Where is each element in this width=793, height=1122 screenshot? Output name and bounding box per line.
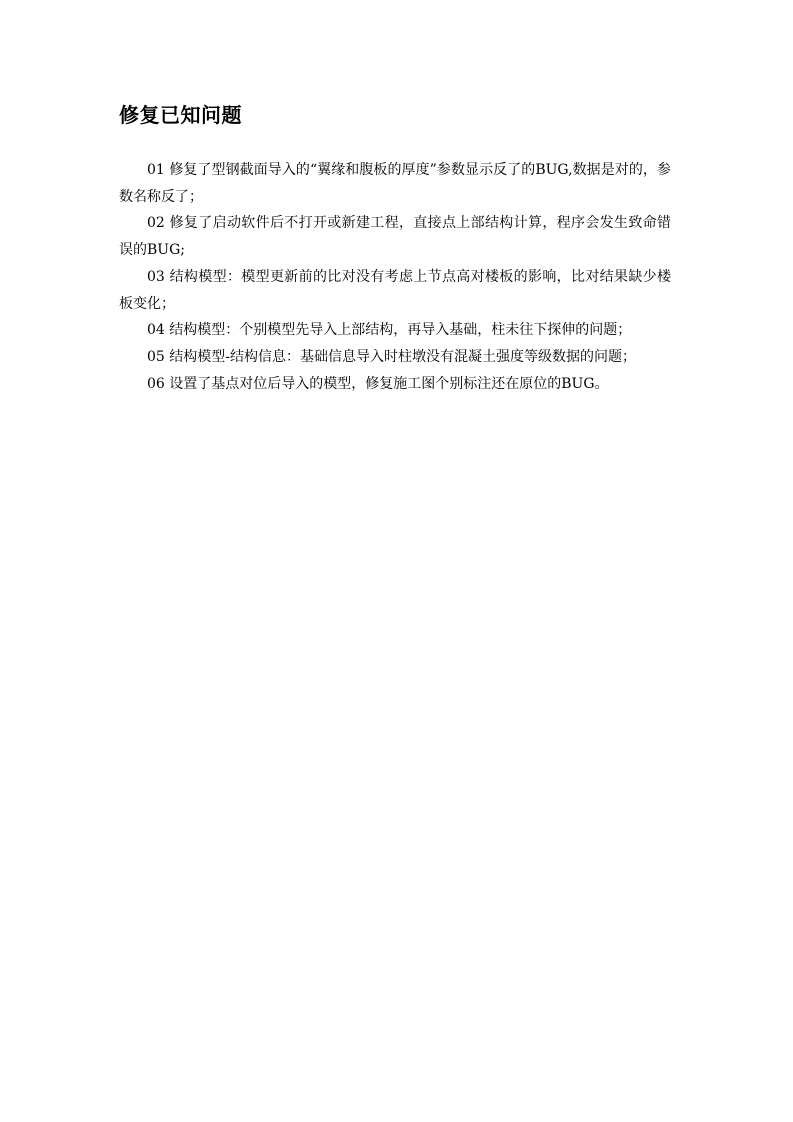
- fix-item-01: 01 修复了型钢截面导入的“翼缘和腹板的厚度”参数显示反了的BUG,数据是对的，参数名称反了；: [119, 162, 671, 205]
- fix-item-06: 06 设置了基点对位后导入的模型，修复施工图个别标注还在原位的BUG。: [147, 375, 609, 392]
- section-title: 修复已知问题: [119, 103, 242, 127]
- fix-item-02: 02 修复了启动软件后不打开或新建工程，直接点上部结构计算，程序会发生致命错误的BUG;: [119, 215, 671, 259]
- fix-item-04: 04 结构模型：个别模型先导入上部结构，再导入基础，柱未往下探伸的问题；: [147, 322, 632, 339]
- fix-list: [119, 157, 671, 397]
- fix-item-05: 05 结构模型-结构信息：基础信息导入时柱墩没有混凝土强度等级数据的问题；: [147, 348, 636, 365]
- fix-item-03: 03 结构模型：模型更新前的比对没有考虑上节点高对楼板的影响，比对结果缺少楼板变化；: [119, 268, 671, 312]
